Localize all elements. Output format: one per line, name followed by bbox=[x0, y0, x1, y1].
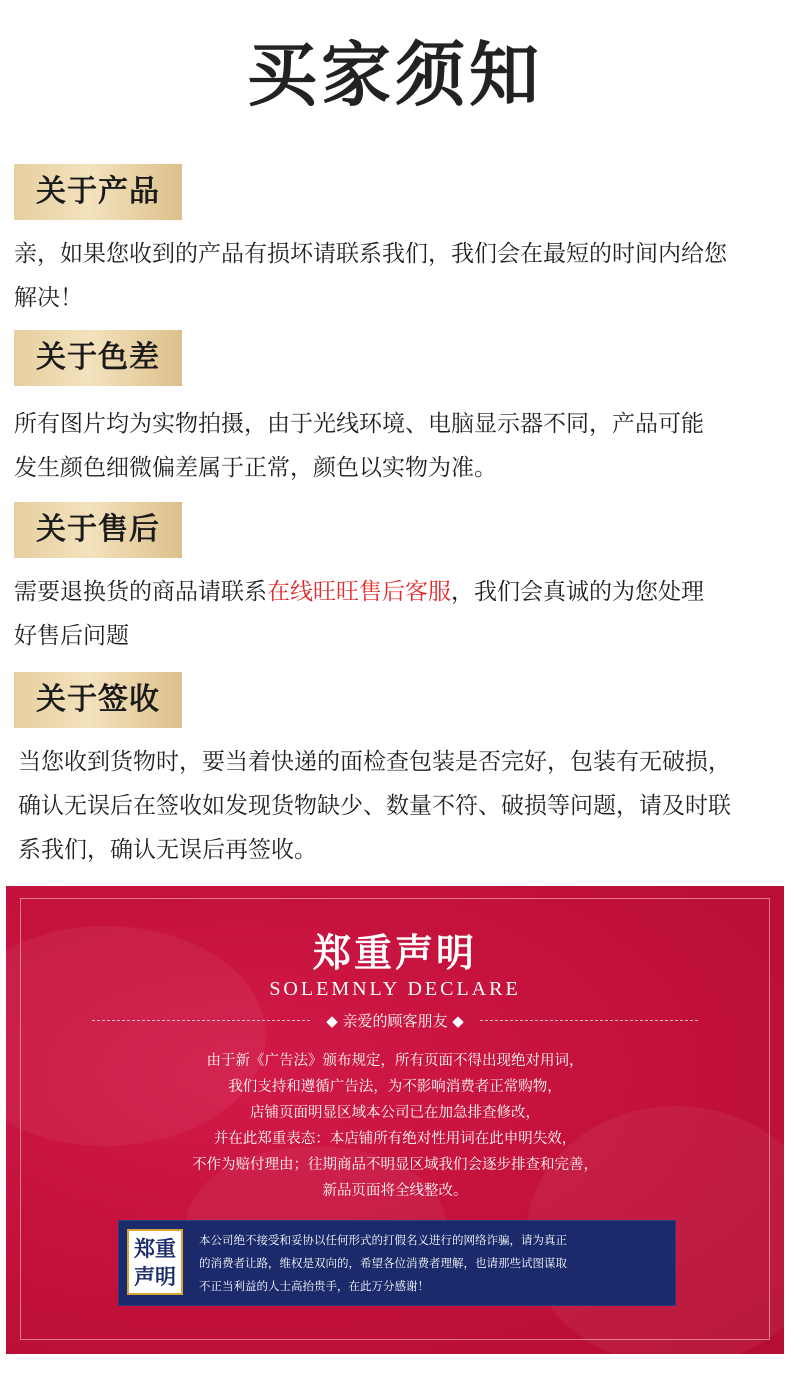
text-line: 解决！ bbox=[14, 285, 83, 311]
declaration-title: 郑重声明 bbox=[312, 931, 477, 975]
declaration-line: 新品页面将全线整改。 bbox=[322, 1183, 468, 1199]
text-line bbox=[14, 570, 784, 614]
notice-line: 不正当利益的人士高抬贵手，在此万分感谢！ bbox=[199, 1279, 429, 1293]
text-line: 所有图片均为实物拍摄，由于光线环境、电脑显示器不同，产品可能 bbox=[14, 411, 704, 437]
declaration-line: 不作为赔付理由；往期商品不明显区域我们会逐步排查和完善， bbox=[192, 1157, 598, 1173]
text-segment: 需要退换货的商品请联系 bbox=[14, 579, 267, 605]
notice-line: 本公司绝不接受和妥协以任何形式的打假名义进行的网络诈骗，请为真正 bbox=[199, 1233, 567, 1247]
anti-fraud-notice bbox=[118, 1220, 676, 1306]
text-segment: ，我们会真诚的为您处理 bbox=[451, 579, 704, 605]
text-line: 当您收到货物时，要当着快递的面检查包装是否完好，包装有无破损， bbox=[18, 749, 731, 775]
page-title: 买家须知 bbox=[247, 34, 543, 116]
section-text-product bbox=[14, 232, 784, 320]
text-line: 好售后问题 bbox=[14, 623, 129, 649]
section-label-color: 关于色差 bbox=[14, 330, 182, 386]
section-text-aftersale bbox=[14, 570, 784, 658]
badge-line: 声明 bbox=[134, 1265, 176, 1289]
declaration-subtitle: SOLEMNLY DECLARE bbox=[269, 978, 521, 1000]
declaration-greeting: ◆ 亲爱的顾客朋友 ◆ bbox=[326, 1012, 464, 1030]
text-line: 确认无误后在签收如发现货物缺少、数量不符、破损等问题，请及时联 bbox=[18, 793, 731, 819]
text-line: 系我们，确认无误后再签收。 bbox=[18, 837, 317, 863]
declaration-line: 店铺页面明显区域本公司已在加急排查修改， bbox=[250, 1105, 540, 1121]
declaration-line: 并在此郑重表态：本店铺所有绝对性用词在此申明失效， bbox=[213, 1131, 577, 1147]
section-label-signing: 关于签收 bbox=[14, 672, 182, 728]
declaration-line: 由于新《广告法》颁布规定，所有页面不得出现绝对用词， bbox=[206, 1053, 584, 1069]
declaration-body bbox=[6, 1048, 784, 1204]
notice-text bbox=[199, 1229, 667, 1298]
notice-line: 的消费者让路，维权是双向的，希望各位消费者理解，也请那些试图谋取 bbox=[199, 1256, 567, 1270]
dashed-divider-right bbox=[480, 1020, 698, 1021]
text-line: 发生颜色细微偏差属于正常，颜色以实物为准。 bbox=[14, 455, 497, 481]
badge-line: 郑重 bbox=[134, 1237, 176, 1261]
aftersale-service-link[interactable]: 在线旺旺售后客服 bbox=[267, 579, 451, 605]
text-line: 亲，如果您收到的产品有损坏请联系我们，我们会在最短的时间内给您 bbox=[14, 241, 727, 267]
section-text-color bbox=[14, 402, 784, 490]
section-label-product: 关于产品 bbox=[14, 164, 182, 220]
declaration-line: 我们支持和遵循广告法，为不影响消费者正常购物， bbox=[228, 1079, 562, 1095]
section-text-signing bbox=[18, 740, 788, 872]
section-label-aftersale: 关于售后 bbox=[14, 502, 182, 558]
declaration-banner bbox=[6, 886, 784, 1354]
declaration-badge bbox=[127, 1229, 183, 1295]
